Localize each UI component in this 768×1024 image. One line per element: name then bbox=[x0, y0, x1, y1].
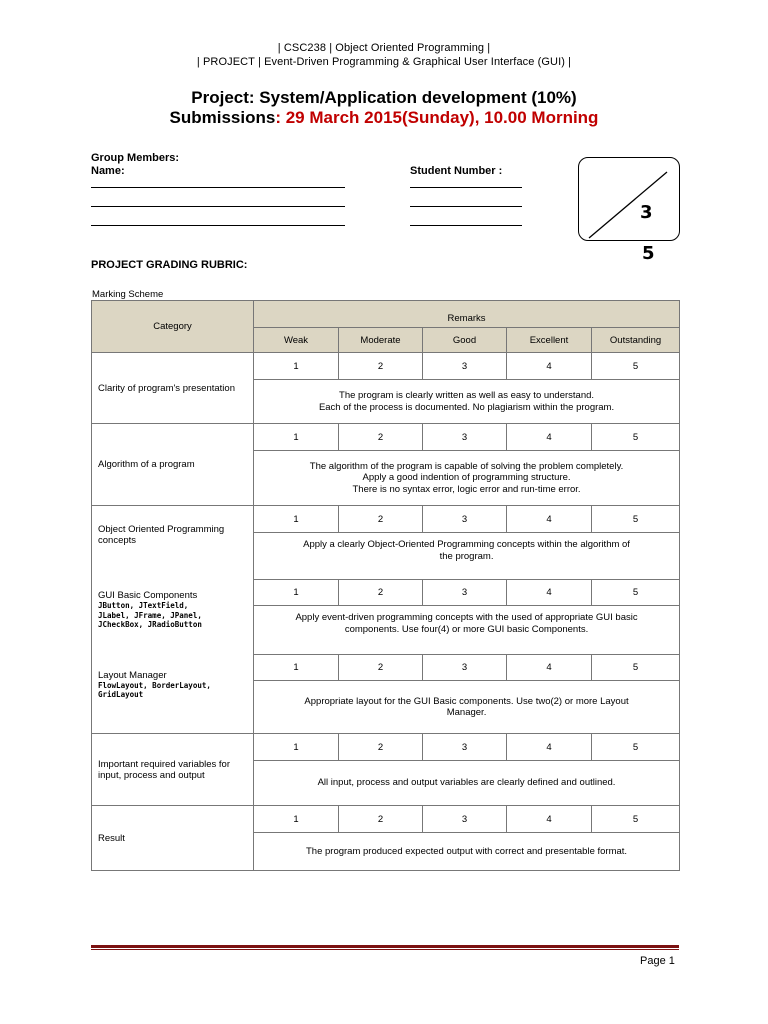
score-cell: 4 bbox=[507, 580, 592, 606]
score-cell: 1 bbox=[254, 506, 339, 533]
level-weak: Weak bbox=[254, 328, 339, 353]
score-cell: 2 bbox=[339, 734, 423, 761]
score-cell: 1 bbox=[254, 580, 339, 606]
score-cell: 5 bbox=[592, 580, 680, 606]
rubric-heading: PROJECT GRADING RUBRIC: bbox=[91, 259, 248, 271]
score-cell: 1 bbox=[254, 734, 339, 761]
score-cell: 3 bbox=[423, 655, 507, 681]
row-clarity-description: The program is clearly written as well as easy to understand. Each of the process is documented. No plagiarism within the program. bbox=[254, 380, 680, 424]
grade-box bbox=[578, 157, 680, 241]
footer-rule-thin bbox=[91, 949, 679, 950]
header-course-line: | CSC238 | Object Oriented Programming | bbox=[277, 42, 491, 54]
row-variables-description: All input, process and output variables are clearly defined and outlined. bbox=[254, 761, 680, 806]
score-cell: 5 bbox=[592, 353, 680, 380]
score-cell: 3 bbox=[423, 806, 507, 833]
score-cell: 5 bbox=[592, 806, 680, 833]
submissions-label: Submissions bbox=[169, 108, 276, 127]
name-label: Name: bbox=[91, 165, 125, 177]
score-cell: 4 bbox=[507, 353, 592, 380]
row-oop-description: Apply a clearly Object-Oriented Programming concepts within the algorithm of the program. bbox=[254, 533, 680, 580]
level-moderate: Moderate bbox=[339, 328, 423, 353]
name-blank-1 bbox=[91, 187, 345, 188]
name-blank-3 bbox=[91, 225, 345, 226]
row-gui-description: Apply event-driven programming concepts with the used of appropriate GUI basic components. Use four(4) or more GUI basic Components. bbox=[254, 606, 680, 655]
student-number-label: Student Number : bbox=[410, 165, 503, 177]
page-number: Page 1 bbox=[640, 955, 675, 967]
student-number-blank-2 bbox=[410, 206, 522, 207]
score-cell: 1 bbox=[254, 353, 339, 380]
group-members-label: Group Members: bbox=[91, 152, 180, 164]
level-outstanding: Outstanding bbox=[592, 328, 680, 353]
gui-components-list: JButton, JTextField, JLabel, JFrame, JPanel, JCheckBox, JRadioButton bbox=[98, 601, 202, 629]
oop-category-label: Object Oriented Programming concepts bbox=[98, 524, 225, 546]
score-cell: 1 bbox=[254, 424, 339, 451]
submission-deadline bbox=[0, 108, 768, 128]
layout-manager-list: FlowLayout, BorderLayout, GridLayout bbox=[98, 680, 211, 699]
layout-manager-label: Layout Manager bbox=[98, 669, 167, 681]
score-cell: 1 bbox=[254, 655, 339, 681]
project-title: Project: System/Application development (10%) bbox=[191, 88, 577, 107]
score-cell: 3 bbox=[423, 506, 507, 533]
score-cell: 3 bbox=[423, 734, 507, 761]
name-blank-2 bbox=[91, 206, 345, 207]
row-variables-category: Important required variables for input, process and output bbox=[92, 734, 254, 806]
score-cell: 4 bbox=[507, 424, 592, 451]
score-cell: 2 bbox=[339, 353, 423, 380]
grade-total: 5 bbox=[642, 243, 655, 264]
gui-components-label: GUI Basic Components bbox=[98, 590, 198, 601]
score-cell: 5 bbox=[592, 734, 680, 761]
student-number-blank-1 bbox=[410, 187, 522, 188]
remarks-header: Remarks bbox=[254, 301, 680, 328]
score-cell: 4 bbox=[507, 655, 592, 681]
score-cell: 3 bbox=[423, 353, 507, 380]
row-oop-gui-layout-category bbox=[92, 506, 254, 734]
score-cell: 2 bbox=[339, 806, 423, 833]
score-cell: 3 bbox=[423, 424, 507, 451]
row-result-description: The program produced expected output with correct and presentable format. bbox=[254, 833, 680, 871]
score-cell: 5 bbox=[592, 506, 680, 533]
row-clarity-category: Clarity of program's presentation bbox=[92, 353, 254, 424]
score-cell: 3 bbox=[423, 580, 507, 606]
score-cell: 1 bbox=[254, 806, 339, 833]
score-cell: 2 bbox=[339, 580, 423, 606]
score-cell: 2 bbox=[339, 655, 423, 681]
score-cell: 4 bbox=[507, 506, 592, 533]
student-number-blank-3 bbox=[410, 225, 522, 226]
score-cell: 5 bbox=[592, 424, 680, 451]
row-layout-description: Appropriate layout for the GUI Basic components. Use two(2) or more Layout Manager. bbox=[254, 681, 680, 734]
category-header: Category bbox=[92, 301, 254, 353]
grade-score: 3 bbox=[640, 202, 653, 223]
row-algorithm-category: Algorithm of a program bbox=[92, 424, 254, 506]
rubric-table bbox=[91, 300, 680, 871]
score-cell: 5 bbox=[592, 655, 680, 681]
footer-rule bbox=[91, 945, 679, 948]
level-excellent: Excellent bbox=[507, 328, 592, 353]
score-cell: 4 bbox=[507, 734, 592, 761]
grade-slash-icon bbox=[579, 158, 680, 241]
header-project-line: | PROJECT | Event-Driven Programming & Graphical User Interface (GUI) | bbox=[196, 56, 572, 68]
table-caption: Marking Scheme bbox=[92, 289, 164, 300]
row-result-category: Result bbox=[92, 806, 254, 871]
row-algorithm-description: The algorithm of the program is capable of solving the problem completely. Apply a good indention of programming structure. There is no syntax error, logic error and run-time error. bbox=[254, 451, 680, 506]
score-cell: 2 bbox=[339, 424, 423, 451]
score-cell: 2 bbox=[339, 506, 423, 533]
score-cell: 4 bbox=[507, 806, 592, 833]
submissions-date: : 29 March 2015(Sunday), 10.00 Morning bbox=[275, 108, 599, 127]
level-good: Good bbox=[423, 328, 507, 353]
